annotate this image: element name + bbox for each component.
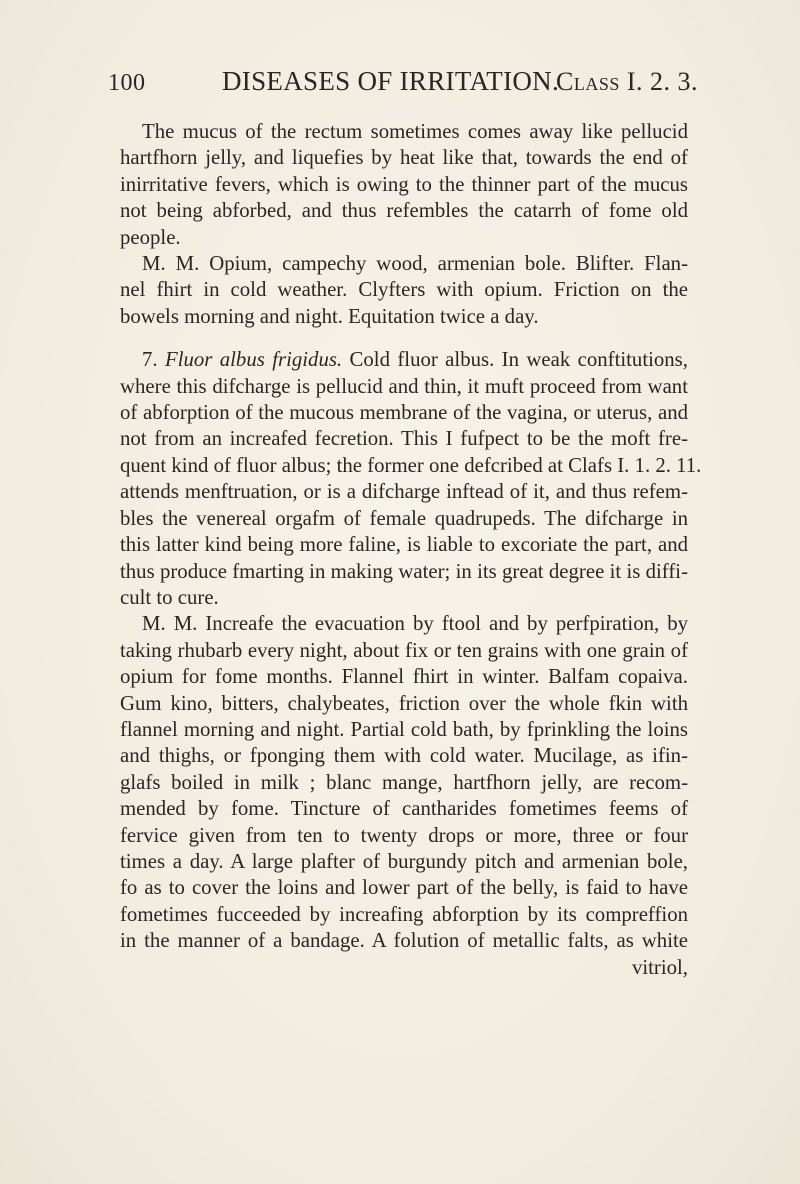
text-line: not being abforbed, and thus refembles the catarrh of fome old xyxy=(120,199,688,223)
text-line: of abforption of the mucous membrane of the vagina, or uterus, and xyxy=(120,401,688,425)
paragraph-fluor-albus xyxy=(120,347,702,611)
text-line: thus produce fmarting in making water; in its great degree it is diffi- xyxy=(120,559,688,583)
text-line: M. M. Opium, campechy wood, armenian bole. Blifter. Flan- xyxy=(142,252,688,276)
text-line: glafs boiled in milk ; blanc mange, hartfhorn jelly, are recom- xyxy=(120,770,688,794)
text-line: opium for fome months. Flannel fhirt in winter. Balfam copaiva. xyxy=(120,665,688,689)
text-line: not from an increafed fecretion. This I fufpect to be the moft fre- xyxy=(120,427,688,451)
text-line: bles the venereal orgafm of female quadrupeds. The difcharge in xyxy=(120,506,688,530)
text-line: flannel morning and night. Partial cold bath, by fprinkling the loins xyxy=(120,717,688,741)
text-line: attends menftruation, or is a difcharge inftead of it, and thus refem- xyxy=(120,480,688,504)
text-line: times a day. A large plafter of burgundy pitch and armenian bole, xyxy=(120,849,688,873)
text-line: mended by fome. Tincture of cantharides fometimes feems of xyxy=(120,797,688,821)
text-line: where this difcharge is pellucid and thin, it muft proceed from want xyxy=(120,374,688,398)
text-line: 7. Fluor albus frigidus. Cold fluor albus. In weak conftitutions, xyxy=(142,348,688,372)
paragraph-methodus-medendi-1 xyxy=(120,251,688,330)
text-line: M. M. Increafe the evacuation by ftool and by perfpiration, by xyxy=(142,612,688,636)
text-line: Gum kino, bitters, chalybeates, friction over the whole fkin with xyxy=(120,691,688,715)
paragraph-mucus-rectum xyxy=(120,119,688,251)
text-line: people. xyxy=(120,225,181,249)
section-number: 7. xyxy=(142,348,158,372)
section-title: Fluor albus frigidus. xyxy=(165,348,343,372)
text-line: fo as to cover the loins and lower part of the belly, is faid to have xyxy=(120,876,688,900)
text-line: cult to cure. xyxy=(120,585,219,609)
text-line: The mucus of the rectum sometimes comes away like pellucid xyxy=(142,120,688,143)
text-line: inirritative fevers, which is owing to the thinner part of the mucus xyxy=(120,172,688,196)
paragraph-methodus-medendi-2 xyxy=(120,611,688,981)
text-line: this latter kind being more faline, is liable to excoriate the part, and xyxy=(120,533,688,557)
text-line: nel fhirt in cold weather. Clyfters with opium. Friction on the xyxy=(120,278,688,302)
body-text xyxy=(120,119,702,981)
text-line: and thighs, or fponging them with cold water. Mucilage, as ifin- xyxy=(120,744,688,768)
text-line: fometimes fucceeded by increafing abforption by its compreffion xyxy=(120,902,688,926)
class-reference: Class I. 2. 3. xyxy=(555,67,698,96)
text-line: taking rhubarb every night, about fix or ten grains with one grain of xyxy=(120,638,688,662)
text-line: fervice given from ten to twenty drops or more, three or four xyxy=(120,823,688,847)
text-line: in the manner of a bandage. A folution of metallic falts, as white xyxy=(120,929,688,953)
text-line: quent kind of fluor albus; the former one defcribed at Clafs I. 1. 2. 11. xyxy=(120,453,702,477)
text-line: hartfhorn jelly, and liquefies by heat like that, towards the end of xyxy=(120,146,688,170)
running-title: DISEASES OF IRRITATION. xyxy=(222,66,560,96)
catchword: vitriol, xyxy=(631,955,688,979)
page-number: 100 xyxy=(108,70,146,96)
text-line: bowels morning and night. Equitation twice a day. xyxy=(120,304,539,328)
page-header xyxy=(108,66,698,106)
